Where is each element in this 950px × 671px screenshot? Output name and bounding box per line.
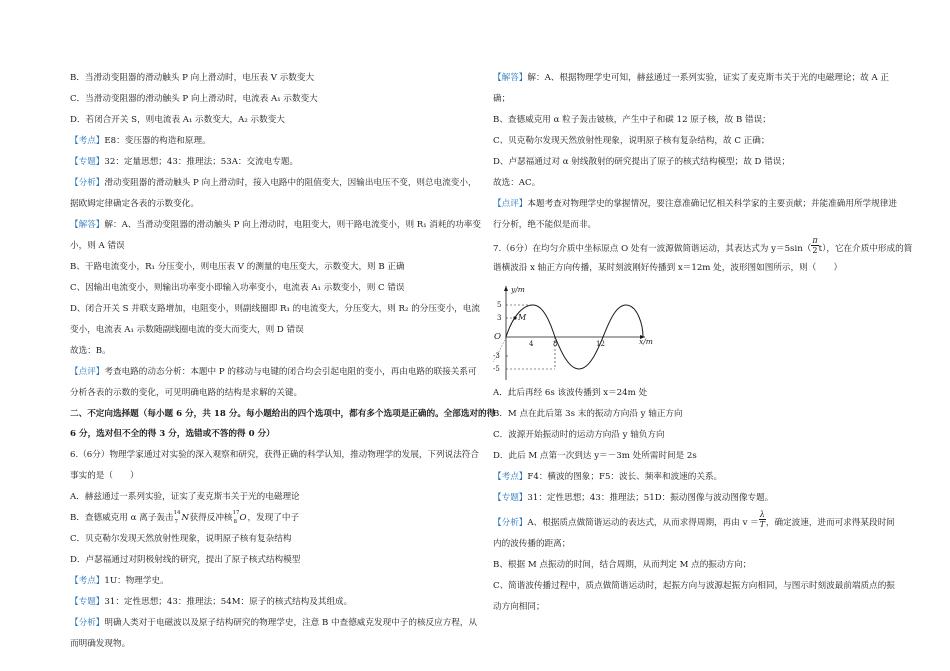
wave-graph xyxy=(493,282,653,382)
nitrogen-nuclide xyxy=(174,512,190,525)
q6-fenxi xyxy=(70,617,477,630)
q5-jieda-line: D、闭合开关 S 并联支路增加，电阻变小，则副线圈即 R₁ 的电流变大，分压变大，则 R₂ 的分压变小，电流 xyxy=(70,304,480,314)
q5-option-d: D．若闭合开关 S，则电流表 A₁ 示数变大，A₂ 示数变大 xyxy=(70,115,285,125)
q6-option-a: A．赫兹通过一系列实验，证实了麦克斯韦关于光的电磁理论 xyxy=(70,492,300,502)
q6-dianping-text-1: 本题考查对物理学史的掌握情况，要注意准确记忆相关科学家的主要贡献；并能准确用所学规律进 xyxy=(527,199,897,209)
fenxi-tag: 【分析】 xyxy=(70,618,105,628)
q5-jieda xyxy=(70,219,481,232)
q5-fenxi-2: 据欧姆定律确定各表的示数变化。 xyxy=(70,199,199,209)
x-tick-label: 8 xyxy=(553,340,558,348)
q6-b-text-1: B．查德威克用 α 离子轰击 xyxy=(70,513,174,523)
q7-stem-text-1: 7.（6分）在均匀介质中坐标原点 O 处有一波源做简谐运动，其表达式为 y＝5sin（ xyxy=(493,244,812,254)
q5-dianping-text-1: 考查电路的动态分析：本题中 P 的移动与电键的闭合均会引起电阻的变小，再由电路的联接关系可 xyxy=(104,367,477,377)
o-atomic-number: 8 xyxy=(233,519,238,525)
q6-option-b xyxy=(70,512,299,525)
q5-dianping-2: 分析各表的示数的变化，可见明确电路的结构是求解的关键。 xyxy=(70,388,303,398)
kaodian-tag: 【考点】 xyxy=(493,472,528,482)
y-tick-label: -5 xyxy=(493,365,500,373)
kaodian-tag: 【考点】 xyxy=(70,576,105,586)
fraction-numerator: π xyxy=(812,236,818,245)
o-symbol: O xyxy=(239,513,247,523)
n-mass-number: 14 xyxy=(173,510,181,516)
q6-dianping-2: 行分析，绝不能似是而非。 xyxy=(493,220,597,230)
n-atomic-number: 7 xyxy=(174,519,179,525)
q6-jieda-line: C、贝克勒尔发现天然放射性现象，说明原子核有复杂结构，故 C 正确； xyxy=(493,136,770,146)
q5-jieda-line: 变小，电流表 A₁ 示数随副线圈电流的变大而变大，则 D 错误 xyxy=(70,325,304,335)
point-m-label: M xyxy=(518,313,527,322)
q5-option-b: B．当滑动变阻器的滑动触头 P 向上滑动时，电压表 V 示数变大 xyxy=(70,73,315,83)
y-tick-label: -3 xyxy=(493,352,500,360)
q5-option-c: C．当滑动变阻器的滑动触头 P 向上滑动时，电流表 A₁ 示数变大 xyxy=(70,94,318,104)
q6-b-text-3: ，发现了中子 xyxy=(247,513,300,523)
q5-jieda-line: 解：A、当滑动变阻器的滑动触头 P 向上滑动时，电阻变大，则干路电流变小，则 R₁ 消耗的功率变 xyxy=(104,220,481,230)
q5-kaodian xyxy=(70,135,211,148)
section-heading-2: 6 分，选对但不全的得 3 分，选错或不答的得 0 分） xyxy=(70,429,275,439)
q7-option-d: D．此后 M 点第一次到达 y＝－3m 处所需时间是 2s xyxy=(493,451,697,461)
q5-kaodian-text: E8：变压器的构造和原理。 xyxy=(104,136,211,146)
q5-jieda-line: C、因输出电流变小，则输出功率变小即输入功率变小，电流表 A₁ 示数变小，则 C 错误 xyxy=(70,283,405,293)
q5-fenxi-text-1: 滑动变阻器的滑动触头 P 向上滑动时，接入电路中的阻值变大，因输出电压不变，则总电流变小， xyxy=(104,178,477,188)
jieda-tag: 【解答】 xyxy=(493,73,528,83)
q7-fenxi-line: 动方向相同； xyxy=(493,602,545,612)
oxygen-nuclide xyxy=(233,512,248,525)
q6-kaodian-text: 1U：物理学史。 xyxy=(104,576,169,586)
x-tick-label: 12 xyxy=(596,340,605,348)
q7-fenxi xyxy=(493,510,895,532)
q7-fenxi-line: 内的波传播的距离； xyxy=(493,539,571,549)
x-axis-label: x/m xyxy=(639,337,653,346)
fenxi-tag: 【分析】 xyxy=(70,178,105,188)
q6-option-c: C．贝克勒尔发现天然放射性现象，说明原子核有复杂结构 xyxy=(70,534,292,544)
origin-label: O xyxy=(494,332,502,342)
n-symbol: N xyxy=(181,513,190,523)
lambda-over-t-fraction xyxy=(759,510,766,529)
y-tick-label: 5 xyxy=(497,301,502,309)
q6-jieda-text-1: 解：A、根据物理学史可知，赫兹通过一系列实验，证实了麦克斯韦关于光的电磁理论；故 A 正 xyxy=(527,73,890,83)
q6-jieda-line: 确； xyxy=(493,94,511,104)
q6-zhuanti xyxy=(70,596,352,609)
q6-jieda-line: B、查德威克用 α 粒子轰击铍核，产生中子和碳 12 原子核，故 B 错误； xyxy=(493,115,771,125)
q7-fenxi-text-2: ，确定波速，进而可求得某段时间 xyxy=(765,518,895,528)
q7-option-c: C．波源开始振动时的运动方向沿 y 轴负方向 xyxy=(493,430,665,440)
o-mass-number: 17 xyxy=(232,510,240,516)
q6-stem-1: 6.（6分）物理学家通过对实验的深入观察和研究，获得正确的科学认知，推动物理学的发展，下列说法符合 xyxy=(70,450,479,460)
kaodian-tag: 【考点】 xyxy=(70,136,105,146)
section-heading-1: 二、不定向选择题（每小题 6 分，共 18 分。每小题给出的四个选项中，都有多个选项是正确的。全部选对的得 xyxy=(70,409,496,419)
q7-stem-1 xyxy=(493,236,913,258)
zhuanti-tag: 【专题】 xyxy=(70,597,105,607)
q5-jieda-line: 小，则 A 错误 xyxy=(70,241,125,251)
q6-fenxi-2: 而明确发现物。 xyxy=(70,639,131,649)
q7-kaodian-text: F4：横波的图象；F5：波长、频率和波速的关系。 xyxy=(527,472,723,482)
q6-zhuanti-text: 31：定性思想；43：推理法；54M：原子的核式结构及其组成。 xyxy=(104,597,353,607)
q6-jieda-line: 故选：AC。 xyxy=(493,178,541,188)
fraction-denominator: 2 xyxy=(812,246,818,255)
q7-fenxi-line: C、简谐波传播过程中，质点做简谐运动时，起振方向与波源起振方向相同，与图示时刻波最前端质点的振 xyxy=(493,581,895,591)
y-tick-label: 3 xyxy=(497,314,502,322)
q5-zhuanti-text: 32：定量思想；43：推理法；53A：交流电专题。 xyxy=(104,157,299,167)
q7-stem-text-2: t），它在介质中形成的简 xyxy=(818,244,913,254)
q6-kaodian xyxy=(70,575,169,588)
q5-jieda-line: B、干路电流变小，R₁ 分压变小，则电压表 V 的测量的电压变大，示数变大，则 B 正确 xyxy=(70,262,405,272)
fraction-denominator: T xyxy=(759,520,765,529)
q7-option-b: B．M 点在此后第 3s 末的振动方向沿 y 轴正方向 xyxy=(493,409,683,419)
q6-fenxi-text-1: 明确人类对于电磁波以及原子结构研究的物理学史，注意 B 中查德威克发现中子的核反应方程，从 xyxy=(104,618,478,628)
q5-dianping xyxy=(70,366,477,379)
q7-zhuanti-text: 31：定性思想；43：推理法；51D：振动图像与波动图像专题。 xyxy=(527,493,774,503)
q6-dianping xyxy=(493,198,897,211)
q7-zhuanti xyxy=(493,492,773,505)
q6-option-d: D．卢瑟福通过对阴极射线的研究，提出了原子核式结构模型 xyxy=(70,555,301,565)
x-tick-label: 4 xyxy=(529,340,534,348)
point-m-marker xyxy=(513,316,516,319)
q6-jieda xyxy=(493,72,889,85)
q5-zhuanti xyxy=(70,156,298,169)
q5-fenxi xyxy=(70,177,477,190)
q7-kaodian xyxy=(493,471,722,484)
q7-fenxi-line: B、根据 M 点振动的时间，结合周期，从而判定 M 点的振动方向； xyxy=(493,560,752,570)
q7-option-a: A．此后再经 6s 该波传播到 x＝24m 处 xyxy=(493,388,648,398)
q6-jieda-line: D、卢瑟福通过对 α 射线散射的研究提出了原子的核式结构模型；故 D 错误； xyxy=(493,157,790,167)
q6-stem-2: 事实的是（ ） xyxy=(70,471,139,481)
q5-jieda-line: 故选：B。 xyxy=(70,346,111,356)
dianping-tag: 【点评】 xyxy=(493,199,528,209)
fenxi-tag: 【分析】 xyxy=(493,518,528,528)
zhuanti-tag: 【专题】 xyxy=(493,493,528,503)
q7-stem-2: 谐横波沿 x 轴正方向传播，某时刻波刚好传播到 x＝12m 处，波形图如图所示，则（ ） xyxy=(493,263,843,273)
fraction-numerator: λ xyxy=(759,510,765,519)
dianping-tag: 【点评】 xyxy=(70,367,105,377)
pi-over-two-fraction xyxy=(811,236,818,255)
y-axis-label: y/m xyxy=(511,285,525,294)
q6-b-text-2: 获得反冲核 xyxy=(189,513,233,523)
jieda-tag: 【解答】 xyxy=(70,220,105,230)
q7-fenxi-text-1: A、根据质点做简谐运动的表达式，从而求得周期，再由 v ＝ xyxy=(527,518,759,528)
y-axis-arrow xyxy=(504,286,508,291)
zhuanti-tag: 【专题】 xyxy=(70,157,105,167)
